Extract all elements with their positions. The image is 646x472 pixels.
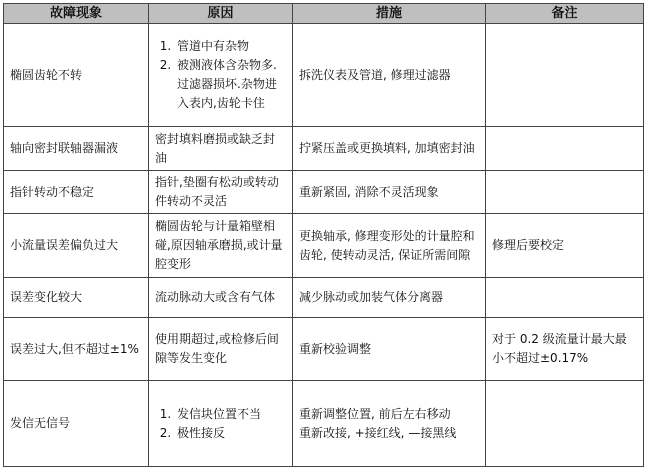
- phenomenon-cell: 轴向密封联轴器漏液: [4, 127, 149, 171]
- remark-cell: [486, 381, 644, 467]
- table-row: [4, 24, 644, 127]
- cause-cell: 椭圆齿轮与计量箱壁相碰,原因轴承磨损,或计量腔变形: [149, 214, 293, 278]
- measure-line: 重新调整位置, 前后左右移动: [299, 406, 451, 421]
- measure-cell: 拧紧压盖或更换填料, 加填密封油: [293, 127, 486, 171]
- cause-item: 1. 管道中有杂物: [175, 37, 286, 56]
- phenomenon-cell: 小流量误差偏负过大: [4, 214, 149, 278]
- cause-list: [155, 405, 286, 443]
- cause-item: 1. 发信块位置不当: [175, 405, 286, 424]
- table-row: [4, 214, 644, 278]
- remark-cell: [486, 127, 644, 171]
- cause-cell: 密封填料磨损或缺乏封油: [149, 127, 293, 171]
- phenomenon-cell: 椭圆齿轮不转: [4, 24, 149, 127]
- measure-cell: 重新紧固, 消除不灵活现象: [293, 171, 486, 214]
- table-row: [4, 381, 644, 467]
- cause-cell: [149, 24, 293, 127]
- phenomenon-cell: 发信无信号: [4, 381, 149, 467]
- header-cause: 原因: [149, 4, 293, 24]
- phenomenon-cell: 指针转动不稳定: [4, 171, 149, 214]
- header-remark: 备注: [486, 4, 644, 24]
- remark-cell: 修理后要校定: [486, 214, 644, 278]
- table-row: [4, 278, 644, 318]
- remark-cell: [486, 24, 644, 127]
- remark-cell: [486, 171, 644, 214]
- table-row: [4, 318, 644, 381]
- measure-cell: [293, 381, 486, 467]
- phenomenon-cell: 误差过大,但不超过±1%: [4, 318, 149, 381]
- header-measure: 措施: [293, 4, 486, 24]
- header-row: [4, 4, 644, 24]
- cause-item: 2. 被测液体含杂物多.过滤器损坏.杂物进入表内,齿轮卡住: [175, 56, 286, 113]
- cause-cell: 使用期超过,或检修后间隙等发生变化: [149, 318, 293, 381]
- remark-cell: [486, 278, 644, 318]
- phenomenon-cell: 误差变化较大: [4, 278, 149, 318]
- measure-cell: 拆洗仪表及管道, 修理过滤器: [293, 24, 486, 127]
- remark-cell: 对于 0.2 级流量计最大最小不超过±0.17%: [486, 318, 644, 381]
- cause-list: [155, 37, 286, 113]
- cause-item: 2. 极性接反: [175, 424, 286, 443]
- table-row: [4, 127, 644, 171]
- measure-line: 重新改接, +接红线, —接黑线: [299, 425, 457, 440]
- cause-cell: 流动脉动大或含有气体: [149, 278, 293, 318]
- measure-cell: 重新校验调整: [293, 318, 486, 381]
- table-row: [4, 171, 644, 214]
- fault-table: [3, 3, 644, 467]
- measure-cell: 减少脉动或加装气体分离器: [293, 278, 486, 318]
- header-phenomenon: 故障现象: [4, 4, 149, 24]
- cause-cell: 指针,垫圈有松动或转动件转动不灵活: [149, 171, 293, 214]
- measure-cell: 更换轴承, 修理变形处的计量腔和齿轮, 使转动灵活, 保证所需间隙: [293, 214, 486, 278]
- cause-cell: [149, 381, 293, 467]
